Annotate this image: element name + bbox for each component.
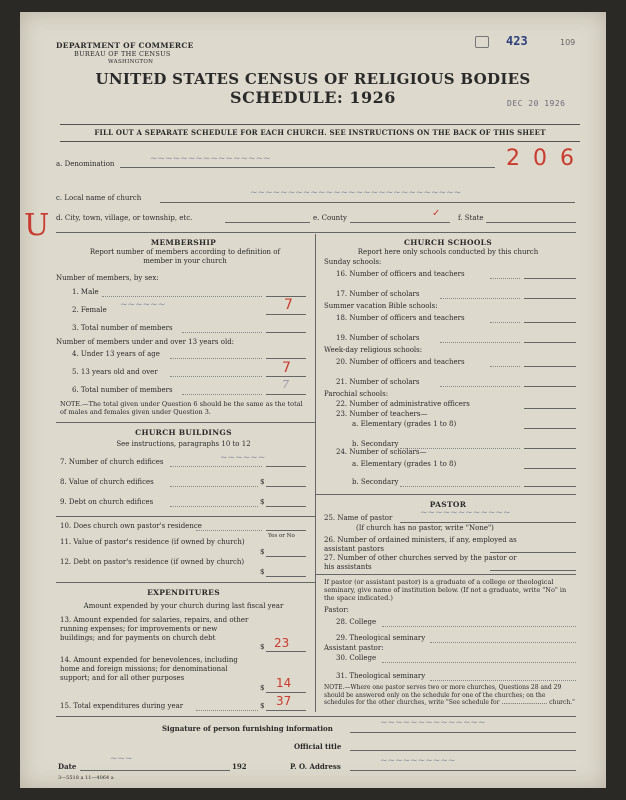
- city-line: [225, 222, 310, 223]
- parochial-label: Parochial schools:: [324, 390, 389, 398]
- denomination-line: [120, 167, 495, 168]
- q19-dots: [440, 342, 520, 343]
- check-mark-icon: ✓: [432, 208, 441, 219]
- q31-dots: [430, 680, 576, 681]
- county-label: e. County: [313, 214, 347, 222]
- q26-answer: [490, 552, 576, 553]
- assistant-subheading: Assistant pastor:: [324, 644, 384, 652]
- official-title-line: [350, 750, 576, 751]
- under-over-label: Number of members under and over 13 years old:: [56, 338, 235, 346]
- signature-line: [350, 732, 576, 733]
- q16-dots: [490, 278, 520, 279]
- q13-answer: [266, 651, 306, 652]
- q3-dots: [182, 332, 262, 333]
- date-label: Date: [58, 762, 77, 771]
- q17-dots: [440, 298, 520, 299]
- state-label: f. State: [458, 214, 484, 222]
- q20-label: 20. Number of officers and teachers: [336, 358, 465, 366]
- pastor-divider: [315, 574, 576, 575]
- q29-label: 29. Theological seminary: [336, 634, 426, 642]
- q14-dollar: $: [260, 684, 265, 692]
- q17-answer: [524, 298, 576, 299]
- bottom-divider: [56, 716, 576, 717]
- form-code: 3—5518 a 11—4064 a: [58, 775, 114, 781]
- q2-answer: [266, 314, 306, 315]
- column-divider: [315, 234, 316, 712]
- q24b-answer: [524, 486, 576, 487]
- by-sex-label: Number of members, by sex:: [56, 274, 159, 282]
- address-label: P. O. Address: [290, 762, 341, 771]
- q27-answer: [490, 570, 576, 571]
- q23b-label: b. Secondary: [352, 440, 399, 448]
- q11-dollar: $: [260, 548, 265, 556]
- signature-handwriting: ~~~~~~~~~~~~~~: [380, 718, 486, 728]
- q10-label: 10. Does church own pastor's residence: [60, 522, 202, 530]
- membership-subheading: Report number of members according to definition of member in your church: [89, 248, 281, 265]
- q5-answer: [266, 376, 306, 377]
- pencil-number: 109: [560, 38, 576, 47]
- graduate-instructions: If pastor (or assistant pastor) is a graduate of a college or theological seminary, give name of institution below. (If not a graduate, write "No" in the space indicated.): [324, 578, 567, 602]
- summer-label: Summer vacation Bible schools:: [324, 302, 438, 310]
- q13-dollar: $: [260, 643, 265, 651]
- q18-label: 18. Number of officers and teachers: [336, 314, 465, 322]
- state-line: [486, 222, 576, 223]
- q13-value: 23: [274, 636, 290, 650]
- q25-label: 25. Name of pastor: [324, 514, 393, 522]
- q13-label: 13. Amount expended for salaries, repairs, and other running expenses; for improvements or new buildings; and for payments on church debt: [60, 616, 249, 642]
- q24b-dots: [400, 486, 520, 487]
- stamp-icon: [475, 36, 489, 48]
- local-name-label: c. Local name of church: [56, 194, 142, 202]
- q21-label: 21. Number of scholars: [336, 378, 420, 386]
- membership-divider: [56, 422, 315, 423]
- q8-answer: [266, 486, 306, 487]
- q24b-label: b. Secondary: [352, 478, 399, 486]
- bureau-name: BUREAU OF THE CENSUS: [74, 50, 171, 58]
- q11-answer: [266, 556, 306, 557]
- q9-dollar: $: [260, 498, 265, 506]
- q17-label: 17. Number of scholars: [336, 290, 420, 298]
- q9-dots: [170, 506, 258, 507]
- city-name: WASHINGTON: [108, 59, 154, 65]
- q31-label: 31. Theological seminary: [336, 672, 426, 680]
- q25-answer: [400, 522, 576, 523]
- q6-label: 6. Total number of members: [72, 386, 173, 394]
- q7-handwriting: ~~~~~~: [220, 453, 266, 463]
- membership-heading: MEMBERSHIP: [150, 238, 217, 247]
- q6-value: 7: [282, 378, 289, 391]
- q15-label: 15. Total expenditures during year: [60, 702, 184, 710]
- q7-label: 7. Number of church edifices: [60, 458, 164, 466]
- q6-dots: [182, 394, 262, 395]
- q2-handwriting: ~~~~~~: [120, 300, 166, 310]
- buildings-subheading: See instructions, paragraphs 10 to 12: [116, 440, 251, 448]
- q15-answer: [266, 710, 306, 711]
- official-title-label: Official title: [294, 742, 342, 751]
- address-handwriting: ~~~~~~~~~~: [380, 756, 456, 766]
- census-schedule-page: [20, 12, 606, 788]
- q6-answer: [266, 394, 306, 395]
- pastor-note: NOTE.—Where one pastor serves two or more churches, Questions 28 and 29 should be answered only on the schedule for one of the churches; on the schedules for the other churches, write "See schedule for ........................ church.": [324, 684, 575, 706]
- q15-value: 37: [276, 694, 292, 708]
- q11-label: 11. Value of pastor's residence (if owned by church): [60, 538, 245, 546]
- q4-label: 4. Under 13 years of age: [72, 350, 160, 358]
- q7-dots: [170, 466, 262, 467]
- q25-handwriting: ~~~~~~~~~~~~: [420, 508, 511, 518]
- q2-label: 2. Female: [72, 306, 107, 314]
- q12-answer: [266, 576, 306, 577]
- q16-answer: [524, 278, 576, 279]
- q27-label: 27. Number of other churches served by the pastor or his assistants: [324, 554, 517, 571]
- q21-dots: [440, 386, 520, 387]
- q16-label: 16. Number of officers and teachers: [336, 270, 465, 278]
- q4-dots: [170, 358, 262, 359]
- document-title: UNITED STATES CENSUS OF RELIGIOUS BODIES: [95, 70, 531, 88]
- date-line: [80, 770, 230, 771]
- q18-dots: [490, 322, 520, 323]
- margin-mark: U: [24, 208, 50, 243]
- buildings-divider: [56, 516, 315, 517]
- weekday-label: Week-day religious schools:: [324, 346, 423, 354]
- q2-value: 7: [284, 297, 293, 313]
- q22-label: 22. Number of administrative officers: [336, 400, 470, 408]
- date-handwriting: ~~~: [110, 754, 133, 764]
- membership-note: NOTE.—The total given under Question 6 should be the same as the total of males and females given under Question 3.: [60, 400, 303, 416]
- schools-divider: [315, 494, 576, 495]
- q26-label: 26. Number of ordained ministers, if any, employed as assistant pastors: [324, 536, 517, 553]
- q14-value: 14: [276, 676, 292, 690]
- schedule-title: SCHEDULE: 1926: [230, 88, 396, 107]
- department-name: DEPARTMENT OF COMMERCE: [56, 41, 194, 50]
- year-label: 192: [232, 762, 247, 771]
- q29-dots: [430, 642, 576, 643]
- q30-label: 30. College: [336, 654, 377, 662]
- q25-note: (If church has no pastor, write "None"): [356, 524, 494, 532]
- received-date-stamp: DEC 20 1926: [507, 99, 566, 108]
- q24a-answer: [524, 468, 576, 469]
- q8-dollar: $: [260, 478, 265, 486]
- q14-answer: [266, 692, 306, 693]
- denomination-handwriting: ~~~~~~~~~~~~~~~~: [150, 154, 271, 164]
- q5-value: 7: [282, 360, 291, 376]
- q1-dots: [102, 296, 262, 297]
- local-name-line: [160, 202, 575, 203]
- q18-answer: [524, 322, 576, 323]
- q20-answer: [524, 366, 576, 367]
- q9-answer: [266, 506, 306, 507]
- q15-dollar: $: [260, 702, 265, 710]
- denomination-label: a. Denomination: [56, 160, 115, 168]
- q10-dots: [196, 530, 262, 531]
- q9-label: 9. Debt on church edifices: [60, 498, 154, 506]
- q19-answer: [524, 342, 576, 343]
- address-line: [350, 770, 576, 771]
- q21-answer: [524, 386, 576, 387]
- q23a-answer: [524, 428, 576, 429]
- pastor-subheading: Pastor:: [324, 606, 349, 614]
- form-number: 423: [506, 34, 528, 48]
- q12-dollar: $: [260, 568, 265, 576]
- q15-dots: [196, 710, 258, 711]
- schools-subheading: Report here only schools conducted by this church: [357, 248, 539, 256]
- q1-label: 1. Male: [72, 288, 99, 296]
- local-name-handwriting: ~~~~~~~~~~~~~~~~~~~~~~~~~~~~: [250, 188, 462, 198]
- pastor-heading: PASTOR: [429, 500, 467, 509]
- instructions-banner: FILL OUT A SEPARATE SCHEDULE FOR EACH CHURCH. SEE INSTRUCTIONS ON THE BACK OF THIS SHEET: [60, 124, 580, 142]
- residence-divider: [56, 582, 315, 583]
- denomination-code: 2 0 6: [506, 146, 577, 171]
- department-heading: [56, 42, 194, 66]
- q14-label: 14. Amount expended for benevolences, including home and foreign missions; for denominational support; and for all other purposes: [60, 656, 238, 682]
- sunday-label: Sunday schools:: [324, 258, 382, 266]
- q24a-label: a. Elementary (grades 1 to 8): [352, 460, 457, 468]
- q4-answer: [266, 358, 306, 359]
- q20-dots: [490, 366, 520, 367]
- top-divider: [56, 232, 576, 233]
- q22-answer: [524, 408, 576, 409]
- county-line: [350, 222, 450, 223]
- q8-dots: [170, 486, 258, 487]
- q28-dots: [382, 626, 576, 627]
- expenditures-heading: EXPENDITURES: [147, 588, 220, 597]
- q3-label: 3. Total number of members: [72, 324, 173, 332]
- signature-label: Signature of person furnishing information: [162, 724, 333, 733]
- q30-dots: [382, 662, 576, 663]
- q23-label: 23. Number of teachers—: [336, 410, 428, 418]
- q24-label: 24. Number of scholars—: [336, 448, 427, 456]
- q3-answer: [266, 332, 306, 333]
- q23a-label: a. Elementary (grades 1 to 8): [352, 420, 457, 428]
- city-label: d. City, town, village, or township, etc.: [56, 214, 193, 222]
- q28-label: 28. College: [336, 618, 377, 626]
- schools-heading: CHURCH SCHOOLS: [404, 238, 492, 247]
- q7-answer: [266, 466, 306, 467]
- q12-label: 12. Debt on pastor's residence (if owned by church): [60, 558, 245, 566]
- q5-label: 5. 13 years old and over: [72, 368, 158, 376]
- q10-answer: [266, 530, 306, 531]
- q19-label: 19. Number of scholars: [336, 334, 420, 342]
- expenditures-subheading: Amount expended by your church during last fiscal year: [83, 602, 284, 610]
- buildings-heading: CHURCH BUILDINGS: [135, 428, 232, 437]
- q5-dots: [170, 376, 262, 377]
- q23b-answer: [524, 448, 576, 449]
- yes-no-caption: Yes or No: [268, 533, 295, 539]
- q8-label: 8. Value of church edifices: [60, 478, 154, 486]
